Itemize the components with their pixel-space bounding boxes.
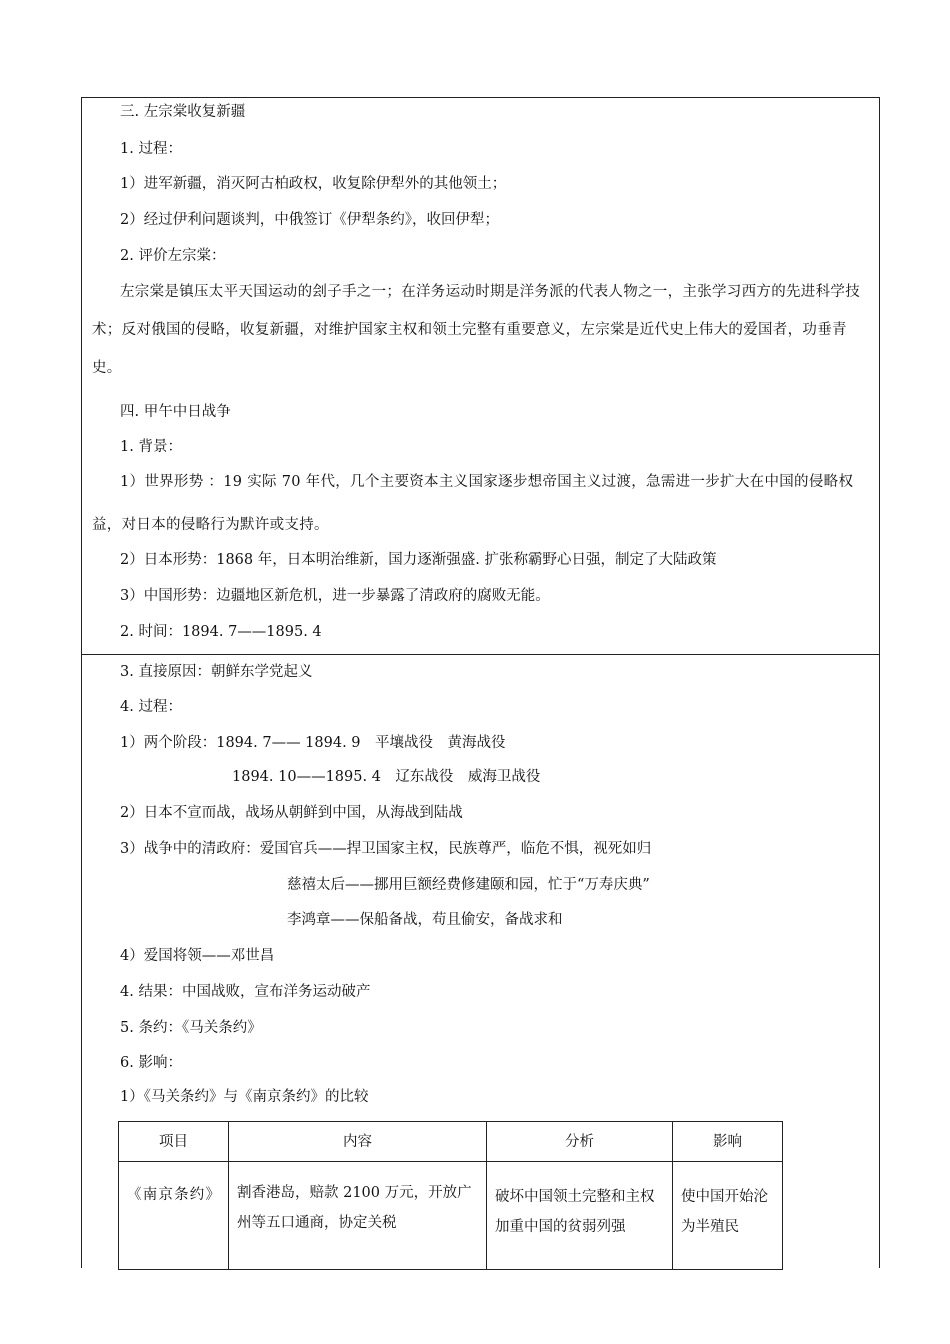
cell-content: 割香港岛，赔款 2100 万元，开放广州等五口通商，协定关税 [229, 1162, 487, 1270]
section4-title: 四. 甲午中日战争 [120, 404, 231, 420]
section4-impact-heading: 6. 影响： [120, 1055, 182, 1071]
table-row [119, 1162, 783, 1270]
section4-qing-officers: 3）战争中的清政府：爱国官兵——捍卫国家主权，民族尊严，临危不惧，视死如归 [120, 841, 652, 857]
section3-evaluation-heading: 2. 评价左宗棠： [120, 248, 226, 264]
section4-treaty: 5. 条约：《马关条约》 [120, 1020, 262, 1036]
section4-li-hongzhang: 李鸿章——保船备战，苟且偷安，备战求和 [287, 912, 563, 928]
cell-impact: 使中国开始沦为半殖民 [673, 1162, 783, 1270]
header-item: 项目 [119, 1122, 229, 1162]
section3-process-item-1: 1）进军新疆，消灭阿古柏政权，收复除伊犁外的其他领土； [120, 176, 507, 192]
section4-result: 4. 结果：中国战败，宣布洋务运动破产 [120, 984, 371, 1000]
section3-process-item-2: 2）经过伊利问题谈判，中俄签订《伊犁条约》，收回伊犁； [120, 212, 499, 228]
section4-stage-2: 1894. 10——1895. 4 辽东战役 威海卫战役 [232, 769, 541, 785]
section4-patriotic-general: 4）爱国将领——邓世昌 [120, 948, 275, 964]
header-analysis: 分析 [487, 1122, 673, 1162]
cell-analysis: 破坏中国领土完整和主权加重中国的贫弱列强 [487, 1162, 673, 1270]
section4-time: 2. 时间：1894. 7——1895. 4 [120, 624, 322, 640]
table-header-row [119, 1122, 783, 1162]
section4-background-heading: 1. 背景： [120, 439, 182, 455]
section4-stage-1: 1）两个阶段：1894. 7—— 1894. 9 平壤战役 黄海战役 [120, 735, 506, 751]
section4-no-declaration: 2）日本不宣而战，战场从朝鲜到中国，从海战到陆战 [120, 805, 463, 821]
section3-evaluation-text: 左宗棠是镇压太平天国运动的刽子手之一；在洋务运动时期是洋务派的代表人物之一，主张学习西方的先进科学技术；反对俄国的侵略，收复新疆，对维护国家主权和领土完整有重要意义，左宗棠是近代史上伟大的爱国者，功垂青史。 [92, 284, 860, 376]
section3-process-heading: 1. 过程： [120, 141, 182, 157]
section4-world-situation: 1）世界形势 ：19 实际 70 年代，几个主要资本主义国家逐步想帝国主义过渡，急需进一步扩大在中国的侵略权益，对日本的侵略行为默许或支持。 [92, 474, 854, 533]
comparison-table [118, 1121, 783, 1270]
header-content: 内容 [229, 1122, 487, 1162]
header-impact: 影响 [673, 1122, 783, 1162]
section4-cixi: 慈禧太后——挪用巨额经费修建颐和园，忙于“万寿庆典” [287, 877, 650, 893]
cell-item: 《南京条约》 [119, 1162, 229, 1270]
section4-china-situation: 3）中国形势：边疆地区新危机，进一步暴露了清政府的腐败无能。 [120, 588, 550, 604]
section4-comparison-heading: 1）《马关条约》与《南京条约》的比较 [120, 1089, 369, 1105]
section4-direct-cause: 3. 直接原因：朝鲜东学党起义 [120, 664, 313, 680]
section4-japan-situation: 2）日本形势：1868 年，日本明治维新，国力逐渐强盛. 扩张称霸野心日强，制定了大陆政策 [120, 552, 717, 568]
section4-process-heading: 4. 过程： [120, 699, 182, 715]
section3-title: 三. 左宗棠收复新疆 [120, 104, 246, 120]
